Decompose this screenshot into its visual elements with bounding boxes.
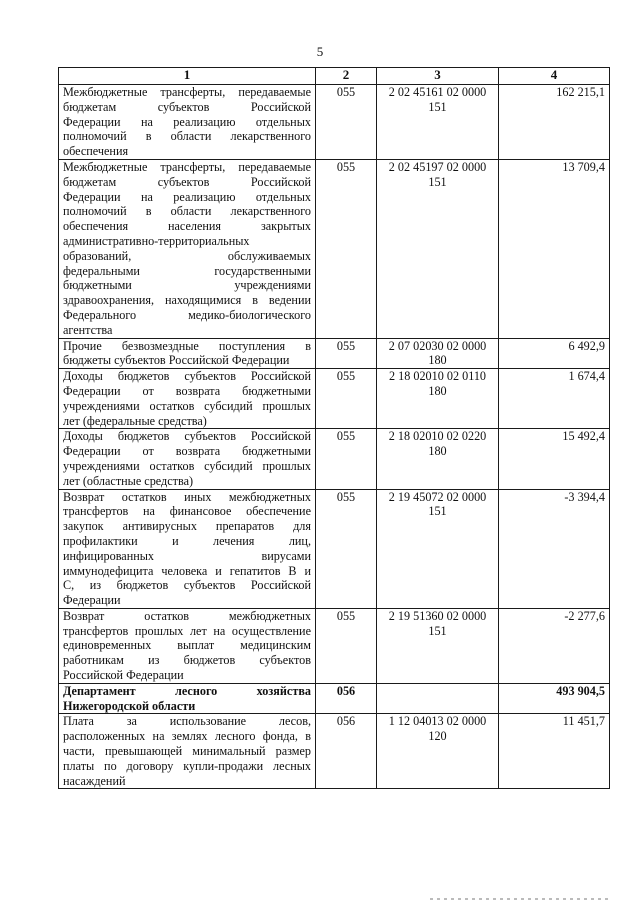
revenue-name-line: полномочий в области лекарственного [63,129,311,144]
revenue-name-cell [59,369,316,429]
revenue-name-line: Федерального медико-биологического [63,307,311,322]
admin-code-cell: 055 [316,608,377,683]
revenue-name-line: бюджетными учреждениями [63,278,311,293]
revenue-name-line: агентства [63,322,113,337]
revenue-name-line: Плата за использование лесов, [63,714,311,729]
amount-cell: 6 492,9 [499,338,610,369]
revenue-name-line: лет (федеральные средства) [63,413,207,428]
admin-code-cell: 056 [316,683,377,714]
revenue-name-line: Возврат остатков иных межбюджетных [63,489,311,504]
revenue-name-line: учреждениями остатков субсидий прошлых [63,458,311,473]
classification-code-cell [377,714,499,789]
revenue-name-line: инфицированных вирусами [63,548,311,563]
revenue-name-line: бюджетам субъектов Российской [63,174,311,189]
classification-code-cell [377,338,499,369]
revenue-name-cell [59,683,316,714]
revenue-name-line: Департамент лесного хозяйства [63,683,311,698]
revenue-name-line: Федерации от возврата бюджетными [63,444,311,459]
revenue-name-line: образований, обслуживаемых [63,248,311,263]
revenue-name-cell [59,85,316,160]
column-header: 4 [499,68,610,85]
classification-code-line: 151 [428,99,447,114]
classification-code-cell [377,369,499,429]
revenue-name-line: расположенных на землях лесного фонда, в [63,729,311,744]
column-header: 3 [377,68,499,85]
revenue-name-line: иммунодефицита человека и гепатитов В и [63,563,311,578]
classification-code-cell [377,159,499,338]
revenue-name-line: платы по договору купли-продажи лесных [63,758,311,773]
classification-code-line: 2 19 45072 02 0000 [388,489,487,504]
classification-code-line: 2 02 45197 02 0000 [388,159,487,174]
classification-code-line: 2 19 51360 02 0000 [388,608,487,623]
admin-code-cell: 055 [316,85,377,160]
revenue-name-line: обеспечения [63,144,129,159]
revenue-name-line: лет (областные средства) [63,473,194,488]
admin-code-cell: 055 [316,369,377,429]
classification-code-line: 2 18 02010 02 0110 [388,369,487,384]
revenue-name-cell [59,159,316,338]
table-row [59,429,610,489]
revenue-name-cell [59,489,316,608]
revenue-name-cell [59,338,316,369]
amount-cell: -3 394,4 [499,489,610,608]
table-row [59,714,610,789]
revenue-name-line: Возврат остатков межбюджетных [63,608,311,623]
revenue-name-cell [59,714,316,789]
revenue-name-line: Федерации на реализацию отдельных [63,189,311,204]
revenue-name-line: административно-территориальных [63,233,250,248]
revenue-name-line: Доходы бюджетов субъектов Российской [63,369,311,384]
amount-cell: 1 674,4 [499,369,610,429]
page-number: 5 [316,44,324,59]
table-body [59,85,610,789]
classification-code-cell [377,608,499,683]
department-row [59,683,610,714]
revenue-name-line: здравоохранения, находящимися в ведении [63,293,311,308]
classification-code-cell [377,683,499,714]
revenue-name-line: федеральными государственными [63,263,311,278]
classification-code-line: 1 12 04013 02 0000 [388,714,487,729]
revenue-name-cell [59,608,316,683]
table-row [59,608,610,683]
classification-code-cell [377,85,499,160]
revenue-name-line: Федерации от возврата бюджетными [63,383,311,398]
amount-cell: -2 277,6 [499,608,610,683]
revenue-name-line: профилактики и лечения лиц, [63,533,311,548]
table-row [59,338,610,369]
revenue-name-line: полномочий в области лекарственного [63,204,311,219]
revenue-name-line: единовременных выплат медицинским [63,638,311,653]
admin-code-cell: 055 [316,159,377,338]
revenue-name-cell [59,429,316,489]
column-header: 2 [316,68,377,85]
classification-code-line: 180 [428,444,447,459]
classification-code-cell [377,489,499,608]
classification-code-line: 120 [428,729,447,744]
revenue-name-line: бюджеты субъектов Российской Федерации [63,353,290,368]
revenue-name-line: Федерации [63,593,121,608]
classification-code-line: 2 18 02010 02 0220 [388,429,487,444]
table-row [59,159,610,338]
classification-code-cell [377,429,499,489]
table-row [59,369,610,429]
column-header: 1 [59,68,316,85]
amount-cell: 11 451,7 [499,714,610,789]
classification-code-line: 151 [428,504,447,519]
classification-code-line: 2 02 45161 02 0000 [388,85,487,99]
revenue-name-line: части, превышающей минимальный размер [63,744,311,759]
revenue-name-line: С, из бюджетов субъектов Российской [63,578,311,593]
revenue-name-line: трансфертов прошлых лет на осуществление [63,623,311,638]
revenue-name-line: Нижегородской области [63,698,196,713]
admin-code-cell: 055 [316,338,377,369]
classification-code-line: 180 [428,383,447,398]
classification-code-line: 151 [428,623,447,638]
admin-code-cell: 055 [316,489,377,608]
revenue-name-line: Российской Федерации [63,668,184,683]
revenue-name-line: учреждениями остатков субсидий прошлых [63,398,311,413]
admin-code-cell: 056 [316,714,377,789]
revenue-name-line: Межбюджетные трансферты, передаваемые [63,85,311,99]
revenue-name-line: Федерации на реализацию отдельных [63,114,311,129]
table-row [59,489,610,608]
revenue-name-line: трансфертов на финансовое обеспечение [63,504,311,519]
scan-artifact [430,898,610,900]
revenue-name-line: обеспечения населения закрытых [63,219,311,234]
classification-code-line: 151 [428,174,447,189]
table-row [59,85,610,160]
classification-code-line: 2 07 02030 02 0000 [388,338,487,353]
table-header-row [59,68,610,85]
amount-cell: 162 215,1 [499,85,610,160]
amount-cell: 15 492,4 [499,429,610,489]
classification-code-line: 180 [428,353,447,368]
amount-cell: 13 709,4 [499,159,610,338]
revenue-name-line: Доходы бюджетов субъектов Российской [63,429,311,444]
revenue-name-line: Межбюджетные трансферты, передаваемые [63,159,311,174]
revenue-name-line: Прочие безвозмездные поступления в [63,338,311,353]
revenue-name-line: насаждений [63,773,126,788]
admin-code-cell: 055 [316,429,377,489]
amount-cell: 493 904,5 [499,683,610,714]
revenue-name-line: закупок антивирусных препаратов для [63,519,311,534]
revenue-name-line: бюджетам субъектов Российской [63,99,311,114]
revenue-name-line: работникам из бюджетов субъектов [63,653,311,668]
revenue-table [58,67,610,789]
